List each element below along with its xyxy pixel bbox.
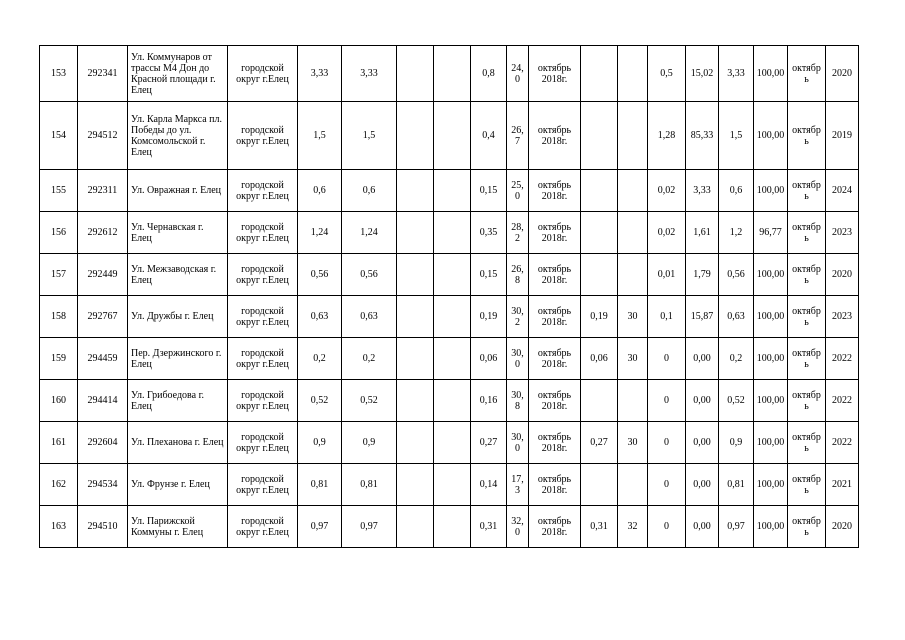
empty-cell: [397, 506, 434, 548]
empty-cell: [397, 296, 434, 338]
length-total: 0,52: [298, 380, 342, 422]
value-c9: 30: [618, 296, 648, 338]
road-code: 294534: [78, 464, 128, 506]
value-c9: [618, 170, 648, 212]
value-c9: [618, 464, 648, 506]
survey-date: октябрь 2018г.: [529, 102, 581, 170]
road-code: 292604: [78, 422, 128, 464]
month: октябрь: [788, 422, 826, 464]
district: городской округ г.Елец: [228, 380, 298, 422]
empty-cell: [434, 464, 471, 506]
district: городской округ г.Елец: [228, 170, 298, 212]
survey-date: октябрь 2018г.: [529, 506, 581, 548]
value-c5: 0,8: [471, 46, 507, 102]
length-value: 0,52: [342, 380, 397, 422]
month: октябрь: [788, 170, 826, 212]
road-name: Ул. Коммунаров от трассы М4 Дон до Красной площади г. Елец: [128, 46, 228, 102]
value-c8: [581, 46, 618, 102]
value-c5: 0,19: [471, 296, 507, 338]
month: октябрь: [788, 338, 826, 380]
value-c11: 85,33: [686, 102, 719, 170]
empty-cell: [434, 422, 471, 464]
percent-value: 100,00: [754, 46, 788, 102]
survey-date: октябрь 2018г.: [529, 170, 581, 212]
roads-table: [39, 45, 859, 548]
road-name: Ул. Парижской Коммуны г. Елец: [128, 506, 228, 548]
month: октябрь: [788, 254, 826, 296]
year: 2022: [826, 338, 859, 380]
empty-cell: [434, 102, 471, 170]
percent-value: 100,00: [754, 254, 788, 296]
length-value: 0,56: [342, 254, 397, 296]
district: городской округ г.Елец: [228, 212, 298, 254]
percent-value: 100,00: [754, 506, 788, 548]
value-c12: 1,5: [719, 102, 754, 170]
month: октябрь: [788, 102, 826, 170]
value-c10: 0,01: [648, 254, 686, 296]
value-c8: [581, 380, 618, 422]
survey-date: октябрь 2018г.: [529, 254, 581, 296]
empty-cell: [397, 464, 434, 506]
district: городской округ г.Елец: [228, 464, 298, 506]
value-c10: 0: [648, 506, 686, 548]
value-c11: 15,02: [686, 46, 719, 102]
value-c11: 3,33: [686, 170, 719, 212]
value-c6: 28,2: [507, 212, 529, 254]
value-c12: 0,52: [719, 380, 754, 422]
empty-cell: [434, 296, 471, 338]
empty-cell: [434, 46, 471, 102]
value-c11: 1,79: [686, 254, 719, 296]
year: 2020: [826, 46, 859, 102]
district: городской округ г.Елец: [228, 506, 298, 548]
table-row: [40, 212, 859, 254]
value-c5: 0,35: [471, 212, 507, 254]
percent-value: 100,00: [754, 102, 788, 170]
table-row: [40, 102, 859, 170]
road-code: 294512: [78, 102, 128, 170]
value-c12: 1,2: [719, 212, 754, 254]
row-number: 157: [40, 254, 78, 296]
value-c12: 0,97: [719, 506, 754, 548]
length-value: 3,33: [342, 46, 397, 102]
table-row: [40, 254, 859, 296]
year: 2020: [826, 506, 859, 548]
value-c6: 30,0: [507, 422, 529, 464]
road-code: 292767: [78, 296, 128, 338]
length-total: 0,97: [298, 506, 342, 548]
value-c11: 0,00: [686, 380, 719, 422]
row-number: 162: [40, 464, 78, 506]
value-c10: 0: [648, 422, 686, 464]
empty-cell: [434, 380, 471, 422]
empty-cell: [397, 254, 434, 296]
road-name: Ул. Чернавская г. Елец: [128, 212, 228, 254]
year: 2022: [826, 380, 859, 422]
road-code: 292311: [78, 170, 128, 212]
row-number: 153: [40, 46, 78, 102]
survey-date: октябрь 2018г.: [529, 296, 581, 338]
length-total: 0,9: [298, 422, 342, 464]
value-c11: 1,61: [686, 212, 719, 254]
row-number: 154: [40, 102, 78, 170]
empty-cell: [397, 170, 434, 212]
length-total: 1,24: [298, 212, 342, 254]
row-number: 161: [40, 422, 78, 464]
value-c6: 25,0: [507, 170, 529, 212]
table-row: [40, 380, 859, 422]
value-c8: 0,27: [581, 422, 618, 464]
length-value: 0,97: [342, 506, 397, 548]
value-c9: [618, 102, 648, 170]
length-total: 1,5: [298, 102, 342, 170]
row-number: 159: [40, 338, 78, 380]
survey-date: октябрь 2018г.: [529, 338, 581, 380]
value-c6: 17,3: [507, 464, 529, 506]
percent-value: 96,77: [754, 212, 788, 254]
value-c8: [581, 254, 618, 296]
value-c8: 0,19: [581, 296, 618, 338]
district: городской округ г.Елец: [228, 338, 298, 380]
value-c8: [581, 170, 618, 212]
year: 2021: [826, 464, 859, 506]
empty-cell: [434, 338, 471, 380]
value-c11: 15,87: [686, 296, 719, 338]
value-c10: 0,02: [648, 212, 686, 254]
value-c10: 1,28: [648, 102, 686, 170]
district: городской округ г.Елец: [228, 46, 298, 102]
length-total: 0,81: [298, 464, 342, 506]
value-c12: 0,63: [719, 296, 754, 338]
value-c11: 0,00: [686, 422, 719, 464]
length-value: 0,6: [342, 170, 397, 212]
empty-cell: [397, 338, 434, 380]
empty-cell: [397, 102, 434, 170]
road-code: 294510: [78, 506, 128, 548]
year: 2020: [826, 254, 859, 296]
month: октябрь: [788, 46, 826, 102]
road-code: 292449: [78, 254, 128, 296]
length-value: 0,63: [342, 296, 397, 338]
road-name: Ул. Плеханова г. Елец: [128, 422, 228, 464]
road-name: Ул. Дружбы г. Елец: [128, 296, 228, 338]
value-c10: 0: [648, 380, 686, 422]
road-name: Пер. Дзержинского г. Елец: [128, 338, 228, 380]
value-c5: 0,4: [471, 102, 507, 170]
value-c8: [581, 102, 618, 170]
table-body: [40, 46, 859, 548]
value-c9: 32: [618, 506, 648, 548]
percent-value: 100,00: [754, 422, 788, 464]
value-c5: 0,27: [471, 422, 507, 464]
length-value: 0,81: [342, 464, 397, 506]
value-c11: 0,00: [686, 338, 719, 380]
year: 2023: [826, 212, 859, 254]
value-c12: 0,56: [719, 254, 754, 296]
district: городской округ г.Елец: [228, 254, 298, 296]
month: октябрь: [788, 464, 826, 506]
survey-date: октябрь 2018г.: [529, 464, 581, 506]
value-c5: 0,14: [471, 464, 507, 506]
value-c5: 0,16: [471, 380, 507, 422]
value-c6: 30,2: [507, 296, 529, 338]
value-c12: 0,81: [719, 464, 754, 506]
road-name: Ул. Карла Маркса пл. Победы до ул. Комсомольской г. Елец: [128, 102, 228, 170]
value-c9: [618, 46, 648, 102]
value-c5: 0,06: [471, 338, 507, 380]
value-c9: [618, 380, 648, 422]
value-c8: [581, 464, 618, 506]
month: октябрь: [788, 296, 826, 338]
value-c5: 0,15: [471, 254, 507, 296]
value-c5: 0,31: [471, 506, 507, 548]
row-number: 163: [40, 506, 78, 548]
percent-value: 100,00: [754, 338, 788, 380]
month: октябрь: [788, 212, 826, 254]
table-row: [40, 506, 859, 548]
row-number: 158: [40, 296, 78, 338]
value-c11: 0,00: [686, 464, 719, 506]
row-number: 156: [40, 212, 78, 254]
value-c11: 0,00: [686, 506, 719, 548]
year: 2024: [826, 170, 859, 212]
length-value: 1,24: [342, 212, 397, 254]
month: октябрь: [788, 506, 826, 548]
road-name: Ул. Грибоедова г. Елец: [128, 380, 228, 422]
length-value: 0,9: [342, 422, 397, 464]
length-total: 0,56: [298, 254, 342, 296]
percent-value: 100,00: [754, 380, 788, 422]
value-c12: 3,33: [719, 46, 754, 102]
year: 2022: [826, 422, 859, 464]
percent-value: 100,00: [754, 464, 788, 506]
table-row: [40, 338, 859, 380]
empty-cell: [434, 506, 471, 548]
row-number: 160: [40, 380, 78, 422]
value-c10: 0,1: [648, 296, 686, 338]
value-c12: 0,9: [719, 422, 754, 464]
road-name: Ул. Межзаводская г. Елец: [128, 254, 228, 296]
survey-date: октябрь 2018г.: [529, 212, 581, 254]
table-row: [40, 46, 859, 102]
percent-value: 100,00: [754, 170, 788, 212]
value-c5: 0,15: [471, 170, 507, 212]
value-c6: 30,8: [507, 380, 529, 422]
road-name: Ул. Фрунзе г. Елец: [128, 464, 228, 506]
road-code: 292612: [78, 212, 128, 254]
length-total: 0,6: [298, 170, 342, 212]
value-c6: 26,7: [507, 102, 529, 170]
table-row: [40, 170, 859, 212]
district: городской округ г.Елец: [228, 102, 298, 170]
value-c10: 0: [648, 338, 686, 380]
value-c10: 0,02: [648, 170, 686, 212]
value-c6: 30,0: [507, 338, 529, 380]
road-code: 294414: [78, 380, 128, 422]
year: 2023: [826, 296, 859, 338]
length-total: 3,33: [298, 46, 342, 102]
value-c9: 30: [618, 338, 648, 380]
empty-cell: [397, 212, 434, 254]
value-c9: [618, 212, 648, 254]
value-c10: 0,5: [648, 46, 686, 102]
length-value: 1,5: [342, 102, 397, 170]
value-c6: 26,8: [507, 254, 529, 296]
row-number: 155: [40, 170, 78, 212]
value-c10: 0: [648, 464, 686, 506]
survey-date: октябрь 2018г.: [529, 380, 581, 422]
value-c8: [581, 212, 618, 254]
value-c12: 0,2: [719, 338, 754, 380]
length-total: 0,2: [298, 338, 342, 380]
road-name: Ул. Овражная г. Елец: [128, 170, 228, 212]
district: городской округ г.Елец: [228, 422, 298, 464]
value-c8: 0,31: [581, 506, 618, 548]
value-c9: [618, 254, 648, 296]
month: октябрь: [788, 380, 826, 422]
survey-date: октябрь 2018г.: [529, 46, 581, 102]
empty-cell: [434, 254, 471, 296]
empty-cell: [397, 46, 434, 102]
empty-cell: [434, 170, 471, 212]
survey-date: октябрь 2018г.: [529, 422, 581, 464]
table-row: [40, 464, 859, 506]
value-c12: 0,6: [719, 170, 754, 212]
empty-cell: [397, 422, 434, 464]
table-row: [40, 422, 859, 464]
road-code: 292341: [78, 46, 128, 102]
road-code: 294459: [78, 338, 128, 380]
length-total: 0,63: [298, 296, 342, 338]
empty-cell: [434, 212, 471, 254]
percent-value: 100,00: [754, 296, 788, 338]
year: 2019: [826, 102, 859, 170]
value-c8: 0,06: [581, 338, 618, 380]
value-c6: 32,0: [507, 506, 529, 548]
length-value: 0,2: [342, 338, 397, 380]
value-c9: 30: [618, 422, 648, 464]
district: городской округ г.Елец: [228, 296, 298, 338]
table-row: [40, 296, 859, 338]
empty-cell: [397, 380, 434, 422]
value-c6: 24,0: [507, 46, 529, 102]
